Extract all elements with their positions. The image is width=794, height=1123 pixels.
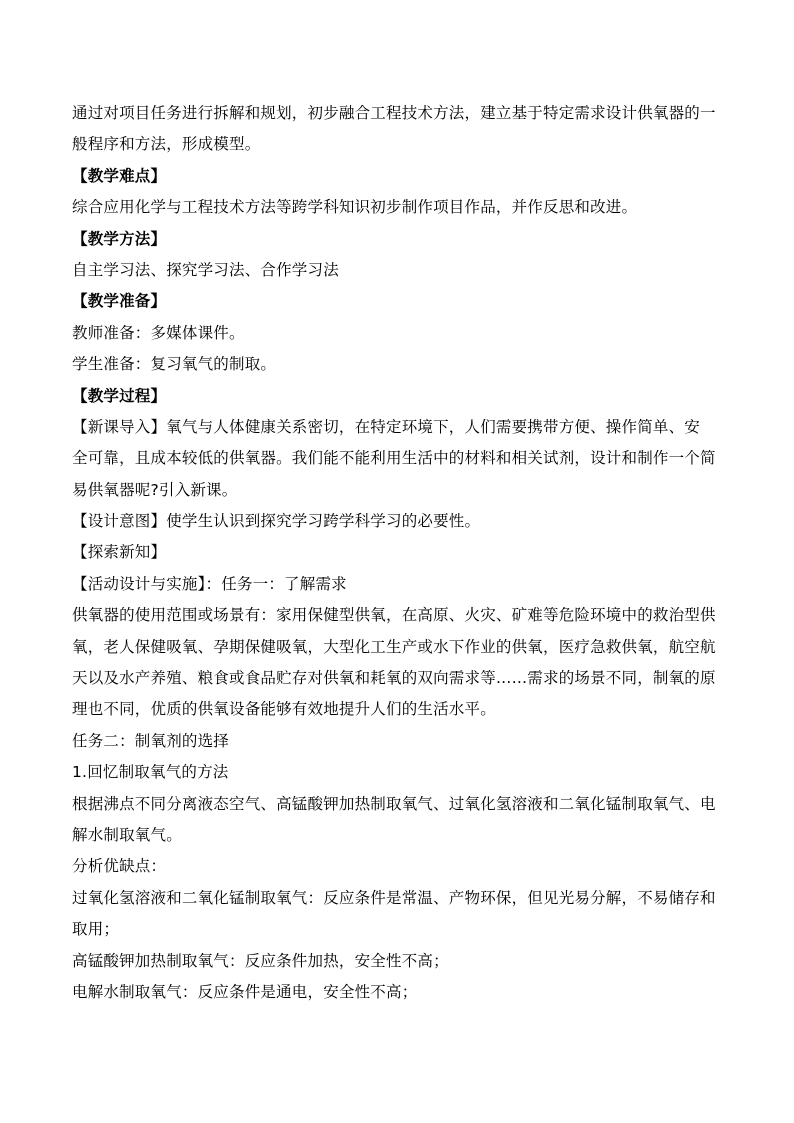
paragraph-line: 分析优缺点：: [72, 857, 167, 876]
section-heading: 【教学难点】: [72, 166, 167, 185]
paragraph-line: 高锰酸钾加热制取氧气：反应条件加热，安全性不高；: [72, 951, 449, 970]
paragraph-line: 学生准备：复习氧气的制取。: [72, 355, 277, 374]
paragraph-line: 氧，老人保健吸氧、孕期保健吸氧，大型化工生产或水下作业的供氧，医疗急救供氧，航空航: [72, 637, 716, 656]
paragraph-line: 【活动设计与实施】：任务一：了解需求: [72, 574, 347, 593]
paragraph-line: 般程序和方法，形成模型。: [72, 135, 261, 154]
paragraph-line: 教师准备：多媒体课件。: [72, 323, 245, 342]
paragraph-line: 自主学习法、探究学习法、合作学习法: [72, 260, 339, 279]
paragraph-line: 理也不同，优质的供氧设备能够有效地提升人们的生活水平。: [72, 700, 496, 719]
paragraph-line: 综合应用化学与工程技术方法等跨学科知识初步制作项目作品，并作反思和改进。: [72, 198, 638, 217]
paragraph-line: 过氧化氢溶液和二氧化锰制取氧气：反应条件是常温、产物环保，但见光易分解，不易储存和: [72, 888, 716, 907]
paragraph-line: 1.回忆制取氧气的方法: [72, 763, 229, 782]
paragraph-line: 全可靠，且成本较低的供氧器。我们能不能利用生活中的材料和相关试剂，设计和制作一个简: [72, 449, 716, 468]
paragraph-line: 电解水制取氧气：反应条件是通电，安全性不高；: [72, 982, 418, 1001]
document-body: [72, 98, 724, 1008]
paragraph-line: 易供氧器呢?引入新课。: [72, 480, 238, 499]
section-heading: 【教学过程】: [72, 386, 167, 405]
paragraph-line: 供氧器的使用范围或场景有：家用保健型供氧，在高原、火灾、矿难等危险环境中的救治型供: [72, 606, 716, 625]
paragraph-line: 通过对项目任务进行拆解和规划，初步融合工程技术方法，建立基于特定需求设计供氧器的一: [72, 104, 716, 122]
section-heading: 【教学准备】: [72, 292, 167, 311]
paragraph-line: 【探索新知】: [72, 543, 167, 562]
paragraph-line: 解水制取氧气。: [72, 825, 182, 844]
section-heading: 【教学方法】: [72, 229, 167, 248]
paragraph-line: 天以及水产养殖、粮食或食品贮存对供氧和耗氧的双向需求等……需求的场景不同，制氧的原: [72, 669, 716, 688]
paragraph-line: 【新课导入】氧气与人体健康关系密切，在特定环境下，人们需要携带方便、操作简单、安: [72, 417, 701, 436]
paragraph-line: 任务二：制氧剂的选择: [72, 731, 230, 750]
paragraph-line: 【设计意图】使学生认识到探究学习跨学科学习的必要性。: [72, 512, 481, 531]
paragraph-line: 根据沸点不同分离液态空气、高锰酸钾加热制取氧气、过氧化氢溶液和二氧化锰制取氧气、电: [72, 794, 716, 813]
paragraph-line: 取用；: [72, 920, 120, 939]
